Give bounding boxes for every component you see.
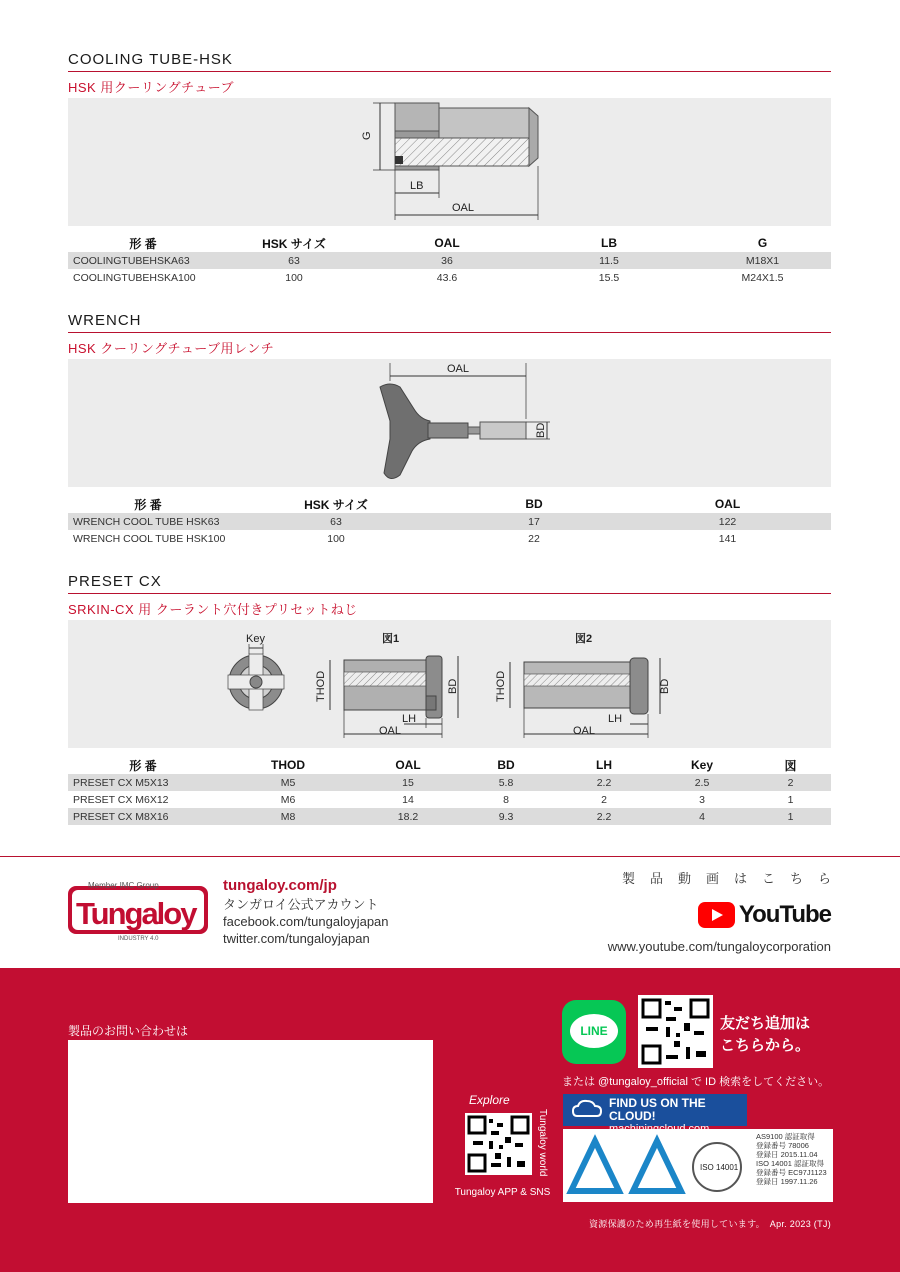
table-cell: 2.5	[654, 774, 750, 791]
cooling-tube-drawing	[68, 98, 831, 226]
facebook-link[interactable]: facebook.com/tungaloyjapan	[223, 914, 389, 929]
col-header: BD	[525, 497, 543, 511]
table-cell: WRENCH COOL TUBE HSK63	[68, 513, 228, 530]
logo-industry-text: INDUSTRY 4.0	[118, 936, 159, 942]
table-cell: 4	[654, 808, 750, 825]
dim-label-oal: OAL	[447, 363, 470, 375]
dim-label-lh-2: LH	[608, 713, 623, 725]
cert-line: 登録番号 EC97J1123	[756, 1168, 827, 1177]
cert-line: 登録日 2015.11.04	[756, 1150, 818, 1159]
certification-box	[563, 1129, 833, 1202]
table-header-row	[68, 495, 831, 513]
col-header: HSK サイズ	[304, 497, 368, 512]
machining-cloud-line-1: FIND US ON THE CLOUD!	[609, 1096, 706, 1123]
table-cell: 17	[444, 513, 624, 530]
dim-label-thod: THOD	[315, 670, 327, 702]
cert-line: 登録番号 78006	[756, 1141, 809, 1150]
table-cell: 63	[228, 513, 444, 530]
col-header: OAL	[714, 497, 741, 511]
table-cell: PRESET CX M8X16	[68, 808, 218, 825]
dim-label-lb: LB	[410, 180, 424, 192]
table-cell: 1	[750, 808, 831, 825]
table-cell: 43.6	[436, 271, 458, 284]
table-cell: COOLINGTUBEHSKA100	[73, 271, 196, 284]
website-link[interactable]: tungaloy.com/jp	[223, 877, 337, 894]
col-header: Key	[690, 758, 713, 772]
table-row	[68, 774, 831, 791]
table-row	[68, 513, 831, 530]
table-cell: 2	[750, 774, 831, 791]
table-cell: 8	[503, 793, 509, 806]
col-header: 形 番	[134, 497, 162, 512]
table-cell: 3	[699, 793, 705, 806]
table-cell: 9.3	[458, 808, 554, 825]
footnote: 資源保護のため再生紙を使用しています。 Apr. 2023 (TJ)	[588, 1219, 831, 1229]
youtube-link[interactable]: www.youtube.com/tungaloycorporation	[607, 939, 831, 954]
section-subtitle: SRKIN-CX 用 クーラント穴付きプリセットねじ	[68, 602, 358, 617]
col-header: OAL	[434, 236, 460, 250]
table-cell: 63	[218, 252, 370, 269]
dim-label-bd-2: BD	[659, 678, 671, 694]
table-header-row	[68, 756, 831, 774]
table-row	[68, 530, 831, 547]
col-header: HSK サイズ	[262, 236, 326, 251]
line-friend-line-2: こちらから。	[720, 1037, 811, 1054]
table-row	[68, 791, 831, 808]
table-cell: PRESET CX M5X13	[68, 774, 218, 791]
dim-label-bd: BD	[535, 422, 547, 438]
figure-2-label: 図2	[575, 633, 593, 645]
app-sns-label: Tungaloy APP & SNS	[454, 1187, 551, 1198]
cert-line: ISO 14001 認証取得	[756, 1159, 824, 1168]
table-cell: 11.5	[524, 252, 694, 269]
line-qr-code-icon[interactable]	[638, 995, 713, 1068]
youtube-wordmark: YouTube	[738, 901, 831, 928]
twitter-link[interactable]: twitter.com/tungaloyjapan	[223, 931, 370, 946]
dim-label-oal: OAL	[379, 725, 402, 737]
wrench-figure	[68, 359, 831, 487]
table-cell: M24X1.5	[741, 271, 784, 284]
section-title: WRENCH	[68, 311, 831, 333]
col-header: G	[757, 236, 768, 250]
logo-member-text: Member IMC Group	[88, 881, 159, 890]
table-cell: 100	[327, 532, 345, 545]
col-header: THOD	[271, 758, 305, 772]
preset-cx-figure	[68, 620, 831, 748]
youtube-play-icon	[698, 902, 735, 928]
tungaloy-world-label: Tungaloy world	[537, 1109, 548, 1177]
table-cell: 14	[402, 793, 414, 806]
youtube-logo[interactable]	[608, 901, 831, 929]
col-header: BD	[497, 758, 515, 772]
cert-line: 登録日 1997.11.26	[756, 1177, 818, 1186]
cooling-tube-table	[68, 234, 831, 286]
line-icon-text: LINE	[570, 1014, 618, 1048]
dim-label-oal: OAL	[452, 202, 475, 214]
table-cell: 2	[601, 793, 607, 806]
table-cell: M8	[218, 808, 358, 825]
table-row	[68, 269, 831, 286]
dim-label-g: G	[361, 131, 373, 140]
line-app-icon[interactable]	[562, 1000, 626, 1064]
tungaloy-logo	[68, 880, 208, 942]
certification-badges-icon	[563, 1129, 753, 1202]
table-cell: 1	[787, 793, 794, 806]
line-search-text: または @tungaloy_official で ID 検索をしてください。	[562, 1076, 830, 1088]
table-cell: 36	[370, 252, 524, 269]
col-header: OAL	[395, 758, 421, 772]
cooling-tube-figure	[68, 98, 831, 226]
table-cell: M6	[280, 793, 296, 806]
col-header: LH	[596, 758, 612, 772]
table-cell: 15	[358, 774, 458, 791]
col-header: 図	[784, 758, 797, 773]
table-cell: COOLINGTUBEHSKA63	[68, 252, 218, 269]
figure-1-label: 図1	[382, 633, 400, 645]
section-title: PRESET CX	[68, 572, 831, 594]
table-cell: WRENCH COOL TUBE HSK100	[73, 532, 226, 545]
footer-divider	[0, 856, 900, 857]
table-cell: 141	[718, 532, 737, 545]
table-cell: M18X1	[694, 252, 831, 269]
youtube-title: 製品動画はこちら	[621, 871, 846, 886]
logo-brand-text: Tungaloy	[76, 896, 196, 931]
iso-badge-text: ISO 14001	[700, 1163, 739, 1172]
line-friend-text	[720, 1013, 810, 1057]
official-account-label: タンガロイ公式アカウント	[223, 897, 379, 912]
table-cell: 2.2	[554, 808, 654, 825]
inquiry-label: 製品のお問い合わせは	[68, 1024, 189, 1038]
cooling-tube-section	[68, 50, 831, 286]
col-header: LB	[601, 236, 617, 250]
preset-cx-section	[68, 572, 831, 825]
app-qr-code-icon[interactable]	[465, 1113, 532, 1175]
dim-label-lh: LH	[402, 713, 417, 725]
table-row	[68, 808, 831, 825]
table-cell: 122	[624, 513, 831, 530]
preset-cx-drawing	[68, 620, 831, 748]
machining-cloud-banner[interactable]	[563, 1094, 747, 1126]
table-cell: PRESET CX M6X12	[73, 793, 169, 806]
section-subtitle: HSK クーリングチューブ用レンチ	[68, 341, 275, 356]
col-header: 形 番	[129, 758, 157, 773]
inquiry-box	[68, 1040, 433, 1203]
certification-text	[756, 1132, 827, 1186]
table-header-row	[68, 234, 831, 252]
table-cell: 22	[528, 532, 540, 545]
dim-label-key: Key	[246, 633, 265, 645]
table-cell: 100	[285, 271, 303, 284]
cloud-icon	[567, 1094, 607, 1126]
contact-links	[223, 876, 389, 947]
col-header: 形 番	[129, 236, 157, 251]
wrench-table	[68, 495, 831, 547]
dim-label-oal-2: OAL	[573, 725, 596, 737]
table-cell: 2.2	[554, 774, 654, 791]
section-subtitle: HSK 用クーリングチューブ	[68, 80, 235, 95]
table-row	[68, 252, 831, 269]
dim-label-bd: BD	[447, 678, 459, 694]
cert-line: AS9100 認証取得	[756, 1132, 815, 1141]
table-cell: 5.8	[458, 774, 554, 791]
dim-label-thod-2: THOD	[495, 670, 507, 702]
table-cell: 18.2	[358, 808, 458, 825]
youtube-block	[607, 868, 846, 954]
explore-label: Explore	[469, 1093, 510, 1107]
wrench-section	[68, 311, 831, 547]
table-cell: 15.5	[598, 271, 620, 284]
table-cell: M5	[218, 774, 358, 791]
preset-cx-table	[68, 756, 831, 825]
app-sns-card[interactable]	[451, 1093, 554, 1205]
line-friend-line-1: 友だち追加は	[720, 1015, 811, 1032]
wrench-drawing	[68, 359, 831, 487]
section-title: COOLING TUBE-HSK	[68, 50, 831, 72]
